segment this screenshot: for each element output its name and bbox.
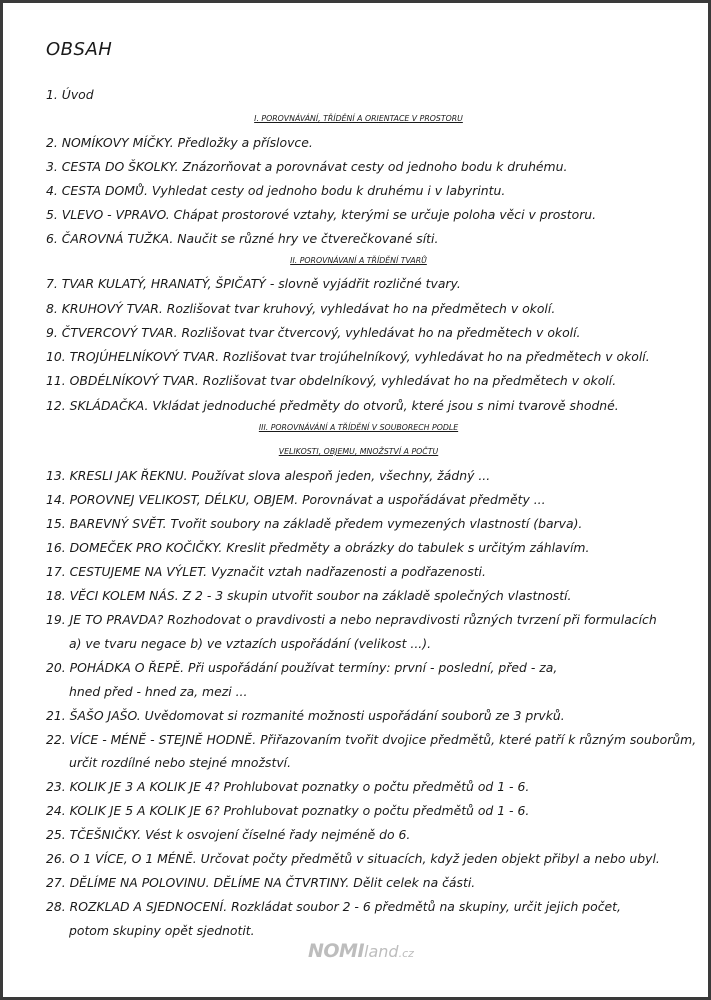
toc-item: 21. ŠAŠO JAŠO. Uvědomovat si rozmanité možnosti uspořádání souborů ze 3 prvků. (46, 708, 565, 723)
toc-item: 16. DOMEČEK PRO KOČIČKY. Kreslit předměty a obrázky do tabulek s určitým záhlavím. (46, 540, 590, 555)
section-heading-2: II. POROVNÁVANÍ A TŘÍDĚNÍ TVARŮ (290, 256, 427, 265)
toc-item: 12. SKLÁDAČKA. Vkládat jednoduché předměty do otvorů, které jsou s nimi tvarově shodné. (46, 398, 619, 413)
toc-item-continuation: potom skupiny opět sjednotit. (69, 923, 255, 938)
toc-item: 20. POHÁDKA O ŘEPĚ. Při uspořádání používat termíny: první - poslední, před - za, (46, 660, 558, 675)
section-heading-3a: III. POROVNÁVÁNÍ A TŘÍDĚNÍ V SOUBORECH PODLE (258, 423, 459, 432)
toc-item: 3. CESTA DO ŠKOLKY. Znázorňovat a porovnávat cesty od jednoho bodu k druhému. (46, 159, 568, 174)
toc-item: 25. TČEŠNIČKY. Vést k osvojení číselné řady nejméně do 6. (46, 827, 411, 842)
toc-item: 27. DĚLÍME NA POLOVINU. DĚLÍME NA ČTVRTINY. Dělit celek na části. (46, 875, 476, 890)
toc-item: 10. TROJÚHELNÍKOVÝ TVAR. Rozlišovat tvar trojúhelníkový, vyhledávat ho na předmětech v okolí. (46, 349, 650, 364)
toc-item-continuation: a) ve tvaru negace b) ve vztazích uspořádání (velikost ...). (69, 636, 432, 651)
toc-item: 13. KRESLI JAK ŘEKNU. Používat slova alespoň jeden, všechny, žádný ... (46, 468, 491, 483)
logo-domain-text: .cz (398, 947, 414, 960)
nomiland-logo (308, 940, 414, 962)
toc-item: 8. KRUHOVÝ TVAR. Rozlišovat tvar kruhový, vyhledávat ho na předmětech v okolí. (46, 301, 556, 316)
toc-item: 15. BAREVNÝ SVĚT. Tvořit soubory na základě předem vymezených vlastností (barva). (46, 516, 583, 531)
toc-item-continuation: určit rozdílné nebo stejné množství. (69, 755, 292, 770)
section-heading-3b: VELIKOSTI, OBJEMU, MNOŽSTVÍ A POČTU (278, 447, 439, 456)
logo-bold-text: NOMI (308, 940, 365, 962)
toc-item: 22. VÍCE - MÉNĚ - STEJNĚ HODNĚ. Přiřazovaním tvořit dvojice předmětů, které patří k různým souborům, (46, 732, 697, 747)
toc-item: 14. POROVNEJ VELIKOST, DÉLKU, OBJEM. Porovnávat a uspořádávat předměty ... (46, 492, 546, 507)
toc-item: 18. VĚCI KOLEM NÁS. Z 2 - 3 skupin utvořit soubor na základě společných vlastností. (46, 588, 572, 603)
toc-item: 4. CESTA DOMŮ. Vyhledat cesty od jednoho bodu k druhému i v labyrintu. (46, 183, 506, 198)
toc-item-continuation: hned před - hned za, mezi ... (69, 684, 248, 699)
toc-item: 26. O 1 VÍCE, O 1 MÉNĚ. Určovat počty předmětů v situacích, když jeden objekt přibyl a nebo ubyl. (46, 851, 660, 866)
toc-item: 9. ČTVERCOVÝ TVAR. Rozlišovat tvar čtvercový, vyhledávat ho na předmětech v okolí. (46, 325, 581, 340)
toc-item: 23. KOLIK JE 3 A KOLIK JE 4? Prohlubovat poznatky o počtu předmětů od 1 - 6. (46, 779, 530, 794)
toc-item: 6. ČAROVNÁ TUŽKA. Naučit se různé hry ve čtverečkované síti. (46, 231, 439, 246)
intro-line: 1. Úvod (46, 87, 94, 102)
toc-item: 5. VLEVO - VPRAVO. Chápat prostorové vztahy, kterými se určuje poloha věci v prostoru. (46, 207, 597, 222)
toc-item: 28. ROZKLAD A SJEDNOCENÍ. Rozkládat soubor 2 - 6 předmětů na skupiny, určit jejich počet, (46, 899, 621, 914)
toc-item: 24. KOLIK JE 5 A KOLIK JE 6? Prohlubovat poznatky o počtu předmětů od 1 - 6. (46, 803, 530, 818)
section-heading-1: I. POROVNÁVÁNÍ, TŘÍDĚNÍ A ORIENTACE V PROSTORU (254, 114, 463, 123)
page-title: OBSAH (46, 39, 113, 60)
logo-thin-text: land (364, 942, 399, 961)
toc-item: 17. CESTUJEME NA VÝLET. Vyznačit vztah nadřazenosti a podřazenosti. (46, 564, 486, 579)
toc-item: 11. OBDÉLNÍKOVÝ TVAR. Rozlišovat tvar obdelníkový, vyhledávat ho na předmětech v okolí. (46, 373, 617, 388)
toc-item: 2. NOMÍKOVY MÍČKY. Předložky a příslovce. (46, 135, 313, 150)
toc-item: 7. TVAR KULATÝ, HRANATÝ, ŠPIČATÝ - slovně vyjádřit rozličné tvary. (46, 276, 461, 291)
toc-item: 19. JE TO PRAVDA? Rozhodovat o pravdivosti a nebo nepravdivosti různých tvrzení při formulacích (46, 612, 657, 627)
